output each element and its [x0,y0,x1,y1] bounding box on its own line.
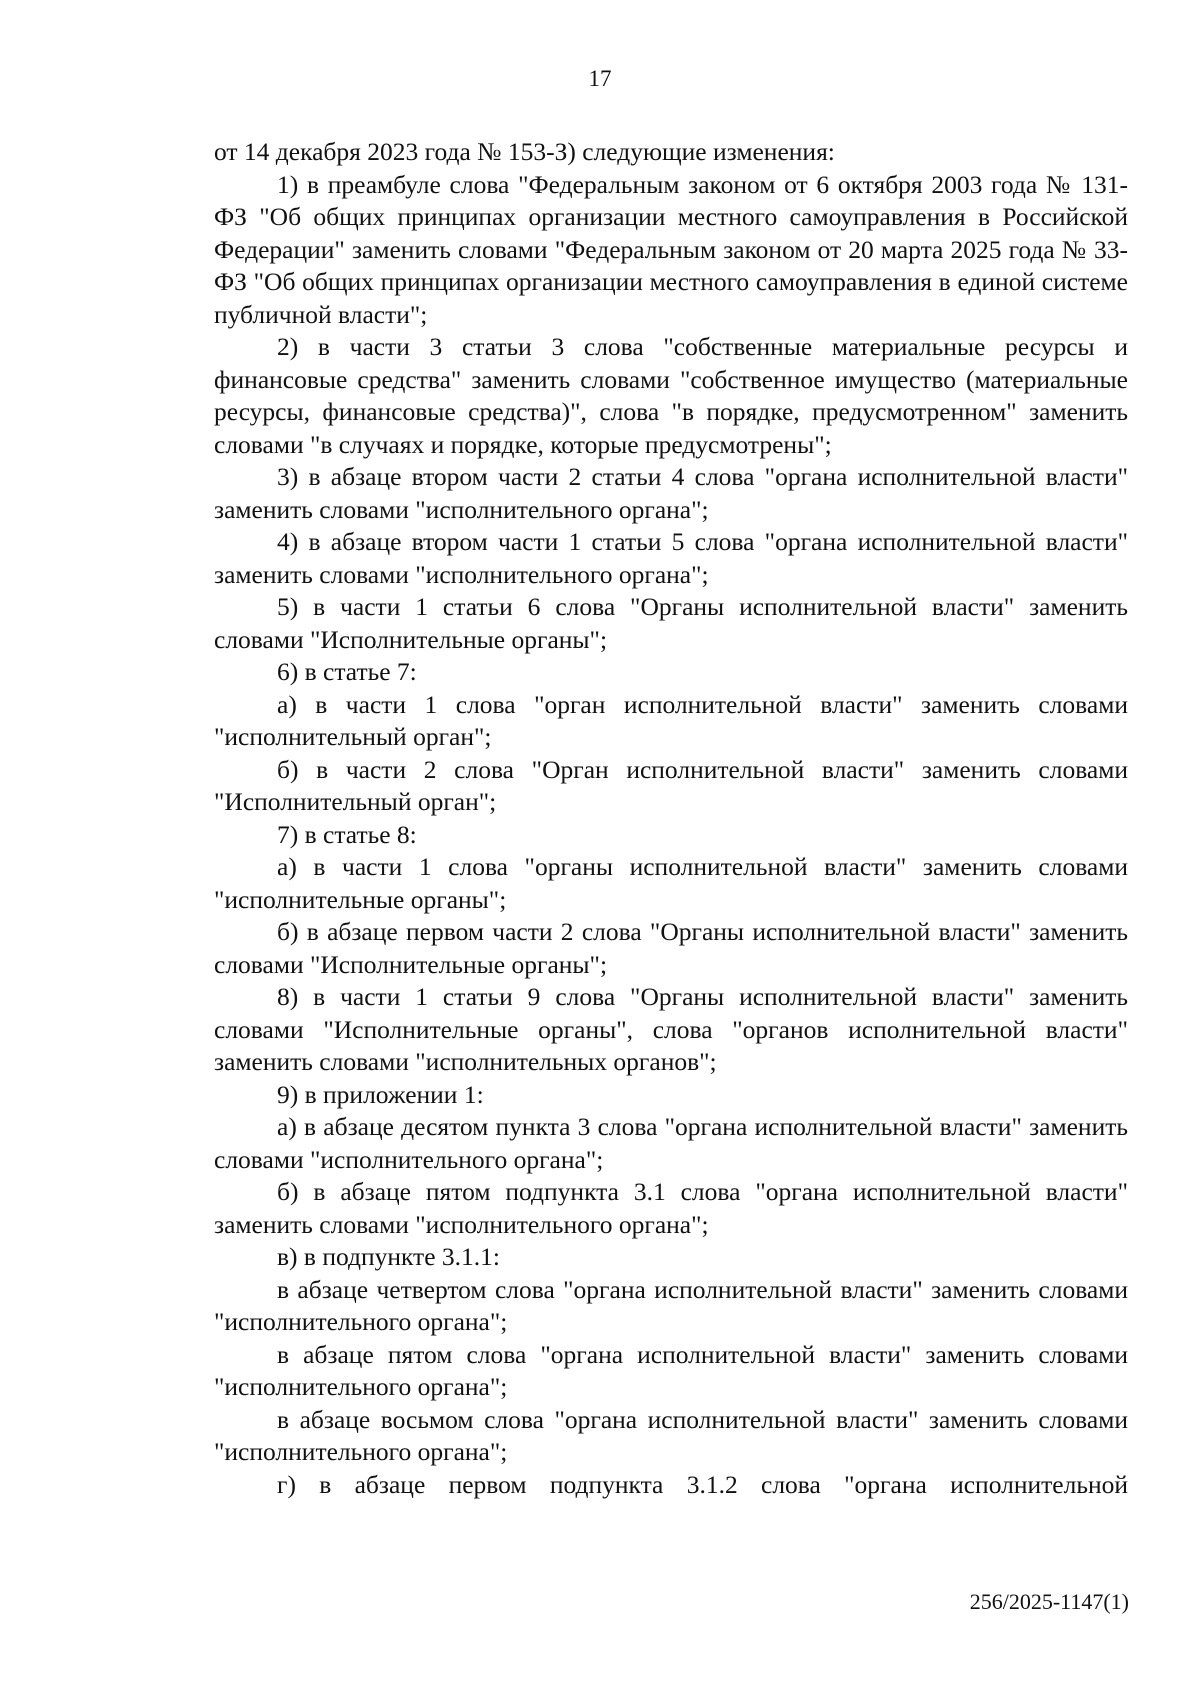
paragraph-item-2: 2) в части 3 статьи 3 слова "собственные материальные ресурсы и финансовые средства" заменить словами "собственное имущество (материальные ресурсы, финансовые средства)", слова "в порядке, предусмотренном" заменить словами "в случаях и порядке, которые предусмотрены"; [214,332,1128,459]
paragraph-item-9v-1: в абзаце четвертом слова "органа исполнительной власти" заменить словами "исполнительного органа"; [214,1274,1128,1336]
paragraph-item-9g: г) в абзаце первом подпункта 3.1.2 слова "органа исполнительной [277,1469,1128,1499]
paragraph-item-9v-3: в абзаце восьмом слова "органа исполнительной власти" заменить словами "исполнительного органа"; [214,1404,1128,1466]
paragraph-item-8: 8) в части 1 статьи 9 слова "Органы исполнительной власти" заменить словами "Исполнительные органы", слова "органов исполнительной власти" заменить словами "исполнительных органов"; [214,982,1128,1076]
paragraph-item-9: 9) в приложении 1: [277,1079,484,1109]
paragraph-item-7a: а) в части 1 слова "органы исполнительной власти" заменить словами "исполнительные органы"; [214,852,1128,914]
paragraph-intro: от 14 декабря 2023 года № 153-З) следующие изменения: [214,137,835,166]
paragraph-item-6: 6) в статье 7: [277,657,417,686]
page-number: 17 [588,66,612,91]
paragraph-item-7b: б) в абзаце первом части 2 слова "Органы исполнительной власти" заменить словами "Исполнительные органы"; [214,917,1128,979]
paragraph-item-6b: б) в части 2 слова "Орган исполнительной власти" заменить словами "Исполнительный орган"; [214,754,1128,816]
document-registration-number: 256/2025-1147(1) [969,1589,1129,1614]
paragraph-item-7: 7) в статье 8: [277,819,417,849]
paragraph-item-1: 1) в преамбуле слова "Федеральным законом от 6 октября 2003 года № 131-ФЗ "Об общих принципах организации местного самоуправления в Российской Федерации" заменить словами "Федеральным законом от 20 марта 2025 года № 33-ФЗ "Об общих принципах организации местного самоуправления в единой системе публичной власти"; [214,169,1128,329]
paragraph-item-5: 5) в части 1 статьи 6 слова "Органы исполнительной власти" заменить словами "Исполнительные органы"; [214,592,1128,654]
paragraph-item-3: 3) в абзаце втором части 2 статьи 4 слова "органа исполнительной власти" заменить словами "исполнительного органа"; [214,462,1128,524]
paragraph-item-9b: б) в абзаце пятом подпункта 3.1 слова "органа исполнительной власти" заменить словами "исполнительного органа"; [214,1177,1128,1239]
paragraph-item-4: 4) в абзаце втором части 1 статьи 5 слова "органа исполнительной власти" заменить словами "исполнительного органа"; [214,527,1128,589]
paragraph-item-9v: в) в подпункте 3.1.1: [277,1242,500,1271]
paragraph-item-9a: а) в абзаце десятом пункта 3 слова "органа исполнительной власти" заменить словами "исполнительного органа"; [214,1112,1128,1174]
paragraph-item-9v-2: в абзаце пятом слова "органа исполнительной власти" заменить словами "исполнительного органа"; [214,1339,1128,1401]
paragraph-item-6a: а) в части 1 слова "орган исполнительной власти" заменить словами "исполнительный орган"; [214,689,1128,751]
document-body [214,136,1128,1501]
